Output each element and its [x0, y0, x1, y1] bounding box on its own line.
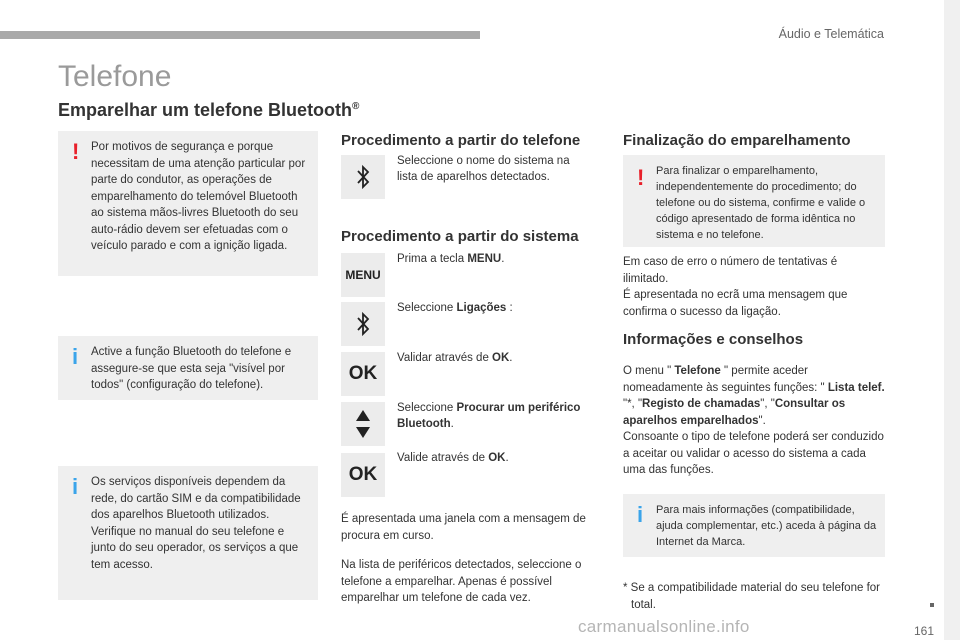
- step-5-end: .: [505, 452, 509, 464]
- step-3-key: OK: [492, 352, 510, 364]
- finalize-warning-text: Para finalizar o emparelhamento, independentemente do procedimento; do telefone ou do sistema, confirme e valide o código apresentado de forma idêntica no sistema e no telefone.: [656, 165, 866, 241]
- step-5-key: OK: [488, 452, 506, 464]
- footnote: * Se a compatibilidade material do seu telefone for total.: [623, 582, 880, 611]
- more-info-text: Para mais informações (compatibilidade, ajuda complementar, etc.) aceda à página da Internet da Marca.: [656, 504, 877, 548]
- info-text-telefone: Telefone: [674, 365, 721, 377]
- finalization-text: Em caso de erro o número de tentativas é ilimitado. É apresentada no ecrã uma mensagem que confirma o sucesso da ligação.: [623, 256, 848, 318]
- services-note: [58, 466, 318, 600]
- page-edge-strip: [944, 0, 960, 640]
- header-bar: [0, 31, 480, 39]
- more-info-note: [623, 494, 885, 557]
- bluetooth-step-icon: [341, 302, 385, 346]
- info-icon: i: [72, 474, 79, 499]
- page-subtitle-text: Emparelhar um telefone Bluetooth: [58, 100, 353, 120]
- info-text-lista: Lista telef.: [827, 381, 885, 394]
- info-text-7: ", ": [760, 398, 775, 410]
- safety-warning-text: Por motivos de segurança e porque necessitam de uma atenção particular por parte do condutor, as operações de emparelhamento do telemóvel Bluetooth ao sistema mãos-livres Bluetooth do seu auto-rádio devem ser efetuadas com o veículo parado e com a ignição ligada.: [91, 141, 306, 252]
- info-text-9: ".: [758, 414, 766, 427]
- activate-bluetooth-text: Active a função Bluetooth do telefone e assegure-se que esta seja "visível por todos" (configuração do telefone).: [91, 346, 292, 391]
- warning-icon: !: [637, 165, 645, 190]
- proc-phone-step-1: Seleccione o nome do sistema na lista de aparelhos detectados.: [397, 155, 570, 183]
- arrows-step-icon: [341, 402, 385, 446]
- menu-key-label: MENU: [345, 268, 381, 282]
- menu-key-step: [341, 253, 385, 297]
- warning-icon: !: [72, 139, 80, 164]
- page-subtitle: [58, 100, 359, 121]
- proc-system-step-5: [397, 450, 597, 466]
- arrow-down-icon: [356, 427, 370, 438]
- step-3-text: Validar através de: [397, 352, 493, 364]
- step-1-text: Prima a tecla: [397, 253, 468, 265]
- step-2-key: Ligações: [456, 302, 507, 314]
- info-heading: Informações e conselhos: [623, 331, 804, 348]
- step-2-end: :: [506, 302, 513, 314]
- activate-bluetooth-note: [58, 336, 318, 400]
- page-number: 161: [914, 624, 935, 638]
- arrow-up-icon: [356, 410, 370, 421]
- step-3-end: .: [509, 352, 513, 364]
- step-1-end: .: [501, 253, 505, 265]
- step-4-text: Seleccione: [397, 402, 457, 414]
- step-4-end: .: [450, 418, 454, 430]
- proc-system-step-4: [397, 400, 597, 432]
- watermark: carmanualsonline.info: [578, 617, 750, 636]
- bluetooth-step-icon: [341, 155, 385, 199]
- step-4-key: Procurar um periférico Bluetooth: [397, 402, 581, 430]
- info-text-1: O menu ": [623, 365, 675, 377]
- info-text-5: "*, ": [623, 398, 643, 410]
- page-marker: [930, 603, 934, 607]
- services-text: Os serviços disponíveis dependem da rede, do cartão SIM e da compatibilidade dos aparelhos Bluetooth utilizados. Verifique no manual do seu telefone e junto do seu operador, os serviços a que tem acesso.: [91, 476, 301, 571]
- proc-phone-heading: Procedimento a partir do telefone: [341, 132, 581, 149]
- info-text: [623, 363, 885, 479]
- proc-system-step-1: [397, 251, 597, 267]
- step-5-text: Valide através de: [397, 452, 489, 464]
- page-title: Telefone: [58, 60, 172, 93]
- proc-system-step-3: [397, 350, 597, 366]
- ok-key-step: [341, 453, 385, 497]
- info-icon: i: [637, 502, 644, 527]
- info-text-consultar: Consultar os aparelhos emparelhados: [623, 398, 846, 427]
- step-1-key: MENU: [467, 253, 502, 265]
- select-phone-text: Na lista de periféricos detectados, seleccione o telefone a emparelhar. Apenas é possível emparelhar um telefone de cada vez.: [341, 559, 582, 604]
- finalization-heading: Finalização do emparelhamento: [623, 132, 851, 149]
- proc-system-heading: Procedimento a partir do sistema: [341, 228, 579, 245]
- safety-warning-note: [58, 131, 318, 276]
- info-text-3: " permite aceder nomeadamente às seguintes funções: ": [623, 365, 828, 394]
- ok-key-step: [341, 352, 385, 396]
- section-title: Áudio e Telemática: [778, 27, 884, 41]
- registered-mark: ®: [352, 101, 360, 112]
- proc-system-step-2: [397, 300, 597, 316]
- info-text-registo: Registo de chamadas: [642, 398, 761, 410]
- info-text-10: Consoante o tipo de telefone poderá ser conduzido a aceitar ou validar o acesso do sistema a cada uma das funções.: [623, 431, 884, 476]
- ok-key-label: OK: [348, 363, 378, 384]
- step-2-text: Seleccione: [397, 302, 457, 314]
- info-icon: i: [72, 344, 79, 369]
- search-message-text: É apresentada uma janela com a mensagem de procura em curso.: [341, 513, 586, 542]
- finalize-warning-note: [623, 155, 885, 247]
- bluetooth-icon: [356, 310, 370, 338]
- ok-key-label: OK: [348, 464, 378, 485]
- bluetooth-icon: [356, 163, 370, 191]
